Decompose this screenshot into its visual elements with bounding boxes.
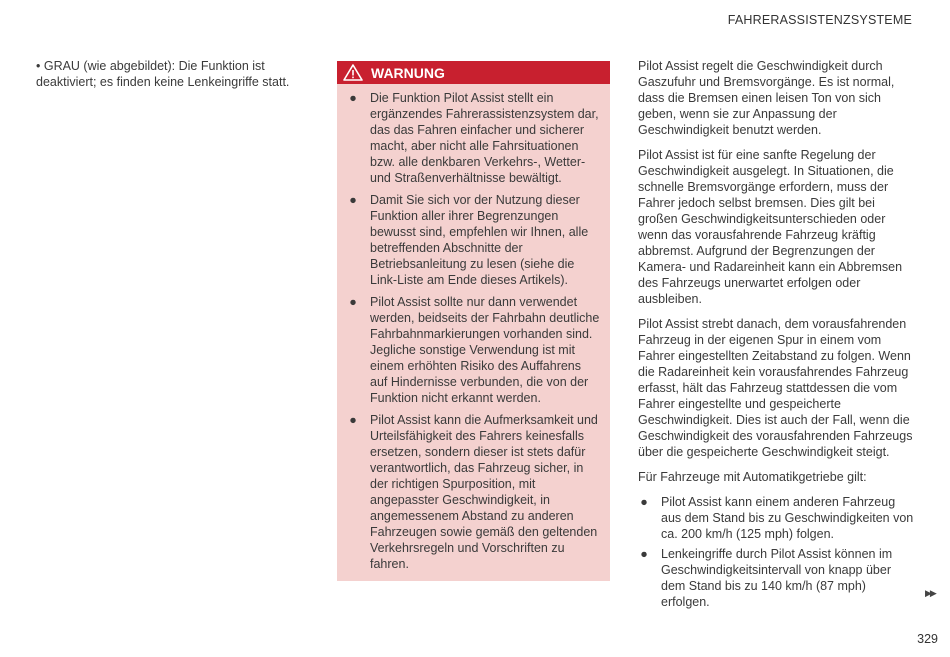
warning-item: ● Die Funktion Pilot Assist stellt ein ergänzendes Fahrerassistenzsystem dar, das das Fahren einfacher und sicherer macht, aber nicht alle Fahrsituationen bzw. alle denkbaren Verkehrs-, Wetter- und Straßenverhältnisse bewältigt. [349,91,599,185]
list-item: ● Lenkeingriffe durch Pilot Assist können im Geschwindigkeitsintervall von knapp über dem Stand bis zu 140 km/h (87 mph) erfolgen. [640,547,893,609]
warning-header [337,61,610,84]
paragraph: Pilot Assist regelt die Geschwindigkeit durch Gaszufuhr und Bremsvorgänge. Es ist normal, dass die Bremsen einen leisen Ton von sich geben, wenn sie zur Anpassung der Geschwindigkeit benutzt werden. [638,59,895,137]
warning-item-text: Pilot Assist sollte nur dann verwendet werden, beidseits der Fahrbahn deutliche Fahrbahnmarkierungen vorhanden sind. Jegliche sonstige Verwendung ist mit einem erhöhten Risiko des Auffahrens auf Hindernisse verbunden, die von der Funktion nicht erkannt werden. [370,295,600,405]
paragraph: Für Fahrzeuge mit Automatikgetriebe gilt: [638,470,867,484]
list-item-text: Lenkeingriffe durch Pilot Assist können im Geschwindigkeitsintervall von knapp über dem Stand bis zu 140 km/h (87 mph) erfolgen. [661,547,893,609]
warning-item: ● Pilot Assist kann die Aufmerksamkeit und Urteilsfähigkeit des Fahrers keinesfalls ersetzen, sondern dieser ist stets dafür verantwortlich, das Fahrzeug sicher, in der richtigen Spurposition, mit angepasster Geschwindigkeit, in angemessenem Abstand zu anderen Fahrzeugen sowie gemäß den geltenden Verkehrsregeln und Vorschriften zu fahren. [349,413,598,571]
warning-body [337,84,610,581]
warning-item: ● Pilot Assist sollte nur dann verwendet werden, beidseits der Fahrbahn deutliche Fahrbahnmarkierungen vorhanden sind. Jegliche sonstige Verwendung ist mit einem erhöhten Risiko des Auffahrens auf Hindernisse verbunden, die von der Funktion nicht erkannt werden. [349,295,600,405]
paragraph: Pilot Assist ist für eine sanfte Regelung der Geschwindigkeit ausgelegt. In Situationen, die schnelle Bremsvorgänge erfordern, muss der Fahrer jedoch selbst bremsen. Dies gilt bei großen Geschwindigkeitsunterschieden oder wenn das vorausfahrende Fahrzeug kräftig abbremst. Aufgrund der Begrenzungen der Kamera- und Radareinheit kann ein Abbremsen des Fahrzeugs unerwartet erfolgen oder ausbleiben. [638,148,903,306]
warning-title: WARNUNG [371,64,445,81]
double-triangle-right-icon[interactable]: ▶▶ [925,588,935,598]
column-left [36,58,311,99]
column-right [638,58,914,614]
section-header: FAHRERASSISTENZSYSTEME [727,13,912,27]
page-number: 329 [917,632,938,646]
warning-item-text: Die Funktion Pilot Assist stellt ein ergänzendes Fahrerassistenzsystem dar, das das Fahren einfacher und sicherer macht, aber nicht alle Fahrsituationen bzw. alle denkbaren Verkehrs-, Wetter- und Straßenverhältnisse bewältigt. [370,91,599,185]
warning-item: ● Damit Sie sich vor der Nutzung dieser Funktion aller ihrer Begrenzungen bewusst sind, empfehlen wir Ihnen, alle betreffenden Abschnitte der Betriebsanleitung zu lesen (siehe die Link-Liste am Ende dieses Artikels). [349,193,589,287]
warning-item-text: Damit Sie sich vor der Nutzung dieser Funktion aller ihrer Begrenzungen bewusst sind, empfehlen wir Ihnen, alle betreffenden Abschnitte der Betriebsanleitung zu lesen (siehe die Link-Liste am Ende dieses Artikels). [370,193,589,287]
warning-list [347,90,600,572]
warning-item-text: Pilot Assist kann die Aufmerksamkeit und Urteilsfähigkeit des Fahrers keinesfalls ersetzen, sondern dieser ist stets dafür verantwortlich, das Fahrzeug sicher, in der richtigen Spurposition, mit angepasster Geschwindigkeit, in angemessenem Abstand zu anderen Fahrzeugen sowie gemäß den geltenden Verkehrsregeln und Vorschriften zu fahren. [370,413,598,571]
list-item-text: Pilot Assist kann einem anderen Fahrzeug aus dem Stand bis zu Geschwindigkeiten von ca. 200 km/h (125 mph) folgen. [661,495,914,541]
warning-box [337,61,610,581]
list-item: ● Pilot Assist kann einem anderen Fahrzeug aus dem Stand bis zu Geschwindigkeiten von ca. 200 km/h (125 mph) folgen. [640,495,914,541]
warning-triangle-icon [343,64,363,81]
status-grey-text: • GRAU (wie abgebildet): Die Funktion ist deaktiviert; es finden keine Lenkeingriffe statt. [36,59,290,89]
paragraph: Pilot Assist strebt danach, dem vorausfahrenden Fahrzeug in der eigenen Spur in einem vom Fahrer eingestellten Zeitabstand zu folgen. Wenn die Radareinheit kein vorausfahrendes Fahrzeug erfasst, hält das Fahrzeug stattdessen die vom Fahrer eingestellte und gespeicherte Geschwindigkeit. Dies ist auch der Fall, wenn die Geschwindigkeit des vorausfahrenden Fahrzeugs über die gespeicherte Geschwindigkeit steigt. [638,317,913,459]
automatic-transmission-list [638,494,914,610]
